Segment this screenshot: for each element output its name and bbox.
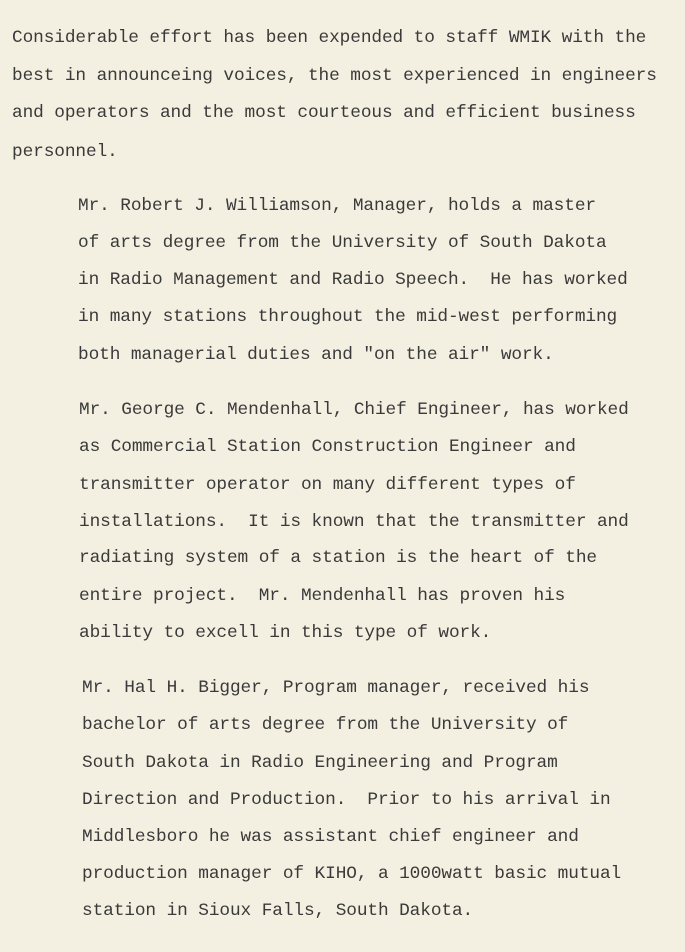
text-line: Mr. Robert J. Williamson, Manager, holds a master xyxy=(78,196,596,216)
text-line: Middlesboro he was assistant chief engineer and xyxy=(82,827,579,847)
text-line: transmitter operator on many different types of xyxy=(79,475,576,495)
text-line: production manager of KIHO, a 1000watt basic mutual xyxy=(82,864,622,884)
text-line: Mr. George C. Mendenhall, Chief Engineer, has worked xyxy=(79,400,629,420)
text-line: Considerable effort has been expended to staff WMIK with the xyxy=(12,28,647,48)
text-line: installations. It is known that the transmitter and xyxy=(79,512,629,532)
text-line: both managerial duties and "on the air" work. xyxy=(78,345,554,365)
text-line: of arts degree from the University of South Dakota xyxy=(78,233,607,253)
text-line: as Commercial Station Construction Engineer and xyxy=(79,437,576,457)
text-line: South Dakota in Radio Engineering and Program xyxy=(82,753,558,773)
text-line: in Radio Management and Radio Speech. He has worked xyxy=(78,270,628,290)
text-line: entire project. Mr. Mendenhall has proven his xyxy=(79,586,566,606)
text-line: Direction and Production. Prior to his arrival in xyxy=(82,790,611,810)
text-line: best in announceing voices, the most experienced in engineers xyxy=(12,66,657,86)
text-line: station in Sioux Falls, South Dakota. xyxy=(82,901,474,921)
text-line: personnel. xyxy=(12,142,118,162)
text-line: bachelor of arts degree from the University of xyxy=(82,715,569,735)
text-line: Mr. Hal H. Bigger, Program manager, received his xyxy=(82,678,590,698)
text-line: and operators and the most courteous and efficient business xyxy=(12,103,636,123)
text-line: ability to excell in this type of work. xyxy=(79,623,492,643)
text-line: in many stations throughout the mid-west performing xyxy=(78,307,618,327)
text-line: radiating system of a station is the heart of the xyxy=(79,548,597,568)
